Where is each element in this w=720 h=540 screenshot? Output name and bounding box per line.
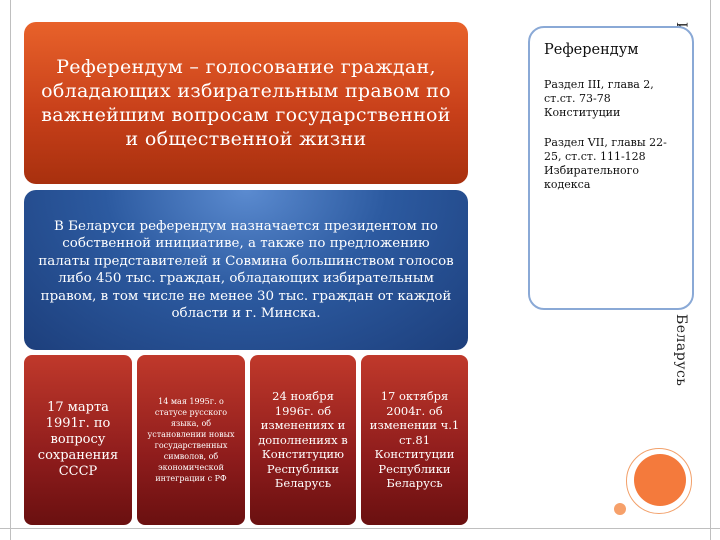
- event-text: 24 ноября 1996г. об изменениях и дополнениях в Конституцию Республики Беларусь: [258, 389, 348, 491]
- decorative-circle-small: [614, 503, 626, 515]
- event-box-1996: [250, 355, 356, 525]
- frame-line-right: [710, 0, 711, 540]
- definition-title-text: Референдум – голосование граждан, обладающих избирательным правом по важнейшим вопросам государственной и общественной жизни: [41, 56, 451, 150]
- event-text: 17 марта 1991г. по вопросу сохранения СССР: [37, 400, 119, 479]
- definition-title-box: [24, 22, 468, 184]
- side-panel-item: Раздел III, глава 2, ст.ст. 73-78 Конституции: [544, 78, 654, 119]
- event-text: 17 октября 2004г. об изменении ч.1 ст.81 Конституции Республики Беларусь: [369, 389, 460, 491]
- event-box-2004: [361, 355, 468, 525]
- side-panel-title: Референдум: [544, 42, 639, 58]
- event-box-1991: [24, 355, 132, 525]
- event-box-1995: [137, 355, 245, 525]
- side-panel-item: Раздел VII, главы 22-25, ст.ст. 111-128 Избирательного кодекса: [544, 136, 667, 191]
- event-text: 14 мая 1995г. о статусе русского языка, об установлении новых государственных символов, об экономической интеграции с РФ: [147, 397, 235, 483]
- frame-line-bottom: [0, 528, 720, 529]
- referendum-info-box: [24, 190, 468, 350]
- decorative-circle-accent: [634, 454, 686, 506]
- side-panel: [528, 26, 694, 310]
- frame-line-left: [10, 0, 11, 540]
- referendum-info-text: В Беларуси референдум назначается президентом по собственной инициативе, а также по предложению палаты представителей и Совмина большинством голосов либо 450 тыс. граждан, обладающих избирательным правом, в том числе не менее 30 тыс. граждан от каждой области и г. Минска.: [38, 218, 454, 321]
